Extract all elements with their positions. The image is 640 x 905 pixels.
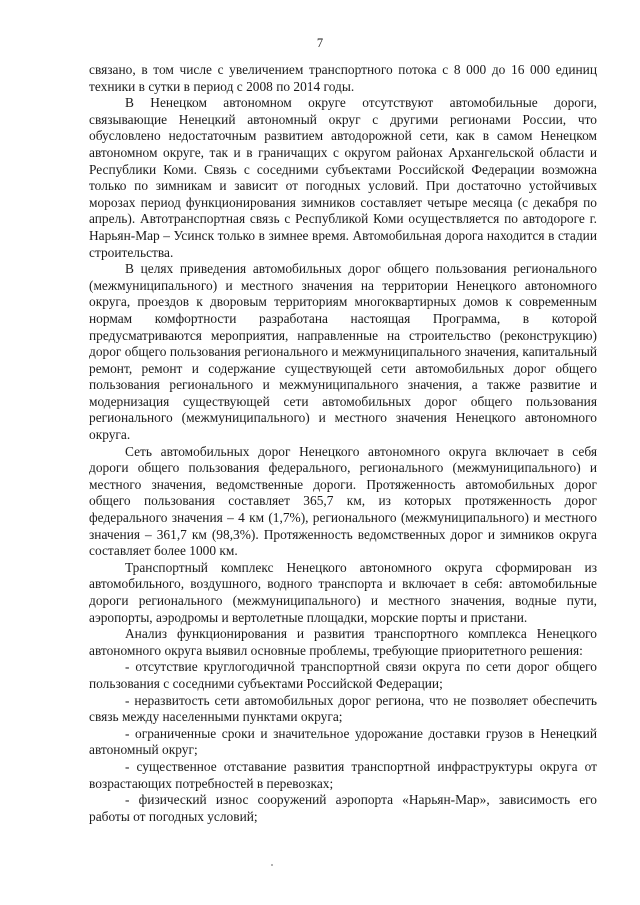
list-item-1: - отсутствие круглогодичной транспортной связи округа по сети дорог общего пользования с соседними субъектами Российской Федерации; — [89, 659, 597, 691]
page-number: 7 — [316, 36, 324, 50]
list-item-5: - физический износ сооружений аэропорта «Нарьян-Мар», зависимость его работы от погодных условий; — [89, 792, 597, 824]
paragraph-6: Анализ функционирования и развития транспортного комплекса Ненецкого автономного округа выявил основные проблемы, требующие приоритетного решения: — [89, 626, 597, 658]
list-item-3: - ограниченные сроки и значительное удорожание доставки грузов в Ненецкий автономный округ; — [89, 725, 597, 758]
list-item-2: - неразвитость сети автомобильных дорог региона, что не позволяет обеспечить связь между населенными пунктами округа; — [89, 692, 597, 725]
paragraph-2: В Ненецком автономном округе отсутствуют автомобильные дороги, связывающие Ненецкий автономный округ с другими регионами России, что обусловлено недостаточным развитием автодорожной сети, как в самом Ненецком автономном округе, так и в граничащих с округом районах Архангельской области и Республики Коми. Связь с соседними субъектами Российской Федерации возможна только по зимникам и зависит от погодных условий. При достаточно устойчивых морозах период функционирования зимников составляет четыре месяца (с декабря по апрель). Автотранспортная связь с Республикой Коми осуществляется по автодороге г. Нарьян-Мар – Усинск только в зимнее время. Автомобильная дорога находится в стадии строительства. — [89, 95, 597, 260]
scan-artifact — [271, 864, 273, 866]
list-item-4: - существенное отставание развития транспортной инфраструктуры округа от возрастающих потребностей в перевозках; — [89, 758, 597, 791]
paragraph-1: связано, в том числе с увеличением транспортного потока с 8 000 до 16 000 единиц техники в сутки в период с 2008 по 2014 годы. — [89, 62, 597, 94]
paragraph-5: Транспортный комплекс Ненецкого автономного округа сформирован из автомобильного, воздушного, водного транспорта и включает в себя: автомобильные дороги регионального (межмуниципального) и местного значения, водные пути, аэропорты, аэродромы и вертолетные площадки, морские порты и пристани. — [89, 559, 597, 625]
paragraph-3: В целях приведения автомобильных дорог общего пользования регионального (межмуниципального) и местного значения на территории Ненецкого автономного округа, проездов к дворовым территориям многоквартирных домов к современным нормам комфортности разработана настоящая Программа, в которой предусматриваются мероприятия, направленные на строительство (реконструкцию) дорог общего пользования регионального и межмуниципального значения, капитальный ремонт, ремонт и содержание существующей сети автомобильных дорог общего пользования регионального и межмуниципального значения, а также развитие и модернизация существующей сети автомобильных дорог общего пользования регионального (межмуниципального) и местного значения Ненецкого автономного округа. — [89, 261, 597, 443]
paragraph-4: Сеть автомобильных дорог Ненецкого автономного округа включает в себя дороги общего пользования федерального, регионального (межмуниципального) и местного значения, ведомственные дороги. Протяженность автомобильных дорог общего пользования составляет 365,7 км, из которых протяженность дорог федерального значения – 4 км (1,7%), регионального (межмуниципального) и местного значения – 361,7 км (98,3%). Протяженность ведомственных дорог и зимников округа составляет более 1000 км. — [89, 443, 597, 559]
document-body — [89, 62, 597, 825]
